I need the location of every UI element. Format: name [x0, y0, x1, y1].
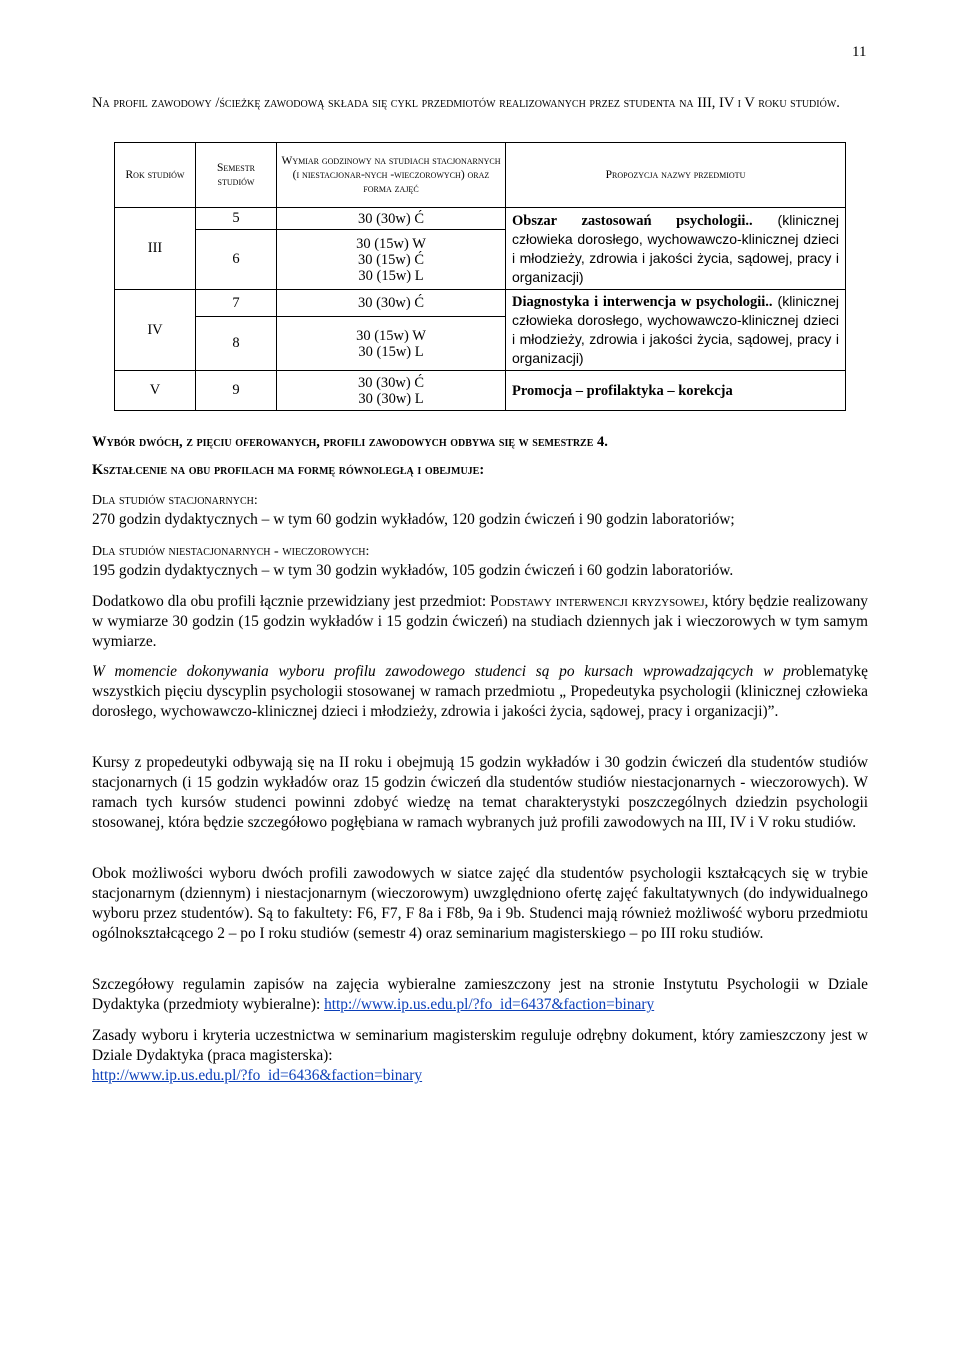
table-row: [115, 208, 846, 230]
hours-cell: [277, 230, 506, 290]
full-time-label: Dla studiów stacjonarnych:: [92, 493, 258, 508]
full-time-text: 270 godzin dydaktycznych – w tym 60 godzin wykładów, 120 godzin ćwiczeń i 90 godzin laboratoriów;: [92, 511, 735, 528]
subject-cell: [506, 290, 846, 371]
table-row: [115, 371, 846, 411]
profile-choice-line: Wybór dwóch, z pięciu oferowanych, profili zawodowych odbywa się w semestrze 4.: [92, 434, 608, 450]
subject-description: (klinicznej człowieka dorosłego, wychowawczo-klinicznej dzieci i młodzieży, zdrowia i jakości życia, sądowej, pracy i organizacji): [512, 211, 839, 285]
paragraph-profile-moment: [92, 662, 868, 722]
subject-name: Podstawy interwencji kryzysowej: [490, 593, 705, 610]
semester-cell: 5: [196, 208, 277, 230]
paragraph-courses: Kursy z propedeutyki odbywają się na II roku i obejmują 15 godzin wykładów i 30 godzin ćwiczeń dla studentów studiów stacjonarnych (i 15 godzin wykładów oraz 15 godzin ćwiczeń dla studentów studiów niestacjonarnych - wieczorowych). W ramach tych kursów studenci powinni zdobyć wiedzę na temat charakterystyki poszczególnych dziedzin psychologii stosowanej, która będzie szczegółowo pogłębiana w ramach wybranych już profili zawodowych na III, IV i V roku studiów.: [92, 754, 868, 831]
hours-line: 30 (30w) Ć: [357, 210, 425, 227]
year-cell: V: [115, 371, 196, 411]
semester-cell: 9: [196, 371, 277, 411]
hours-cell: [277, 290, 506, 317]
table-header-row: [115, 143, 846, 208]
regulations-link[interactable]: http://www.ip.us.edu.pl/?fo_id=6437&faction=binary: [324, 996, 655, 1013]
hours-cell: [277, 317, 506, 371]
semester-cell: 8: [196, 317, 277, 371]
text-run-italic: W momencie dokonywania wyboru profilu zawodowego studenci są po kursach wprowadzających w pro: [92, 663, 804, 680]
section-heading: Na profil zawodowy /ścieżkę zawodową składa się cykl przedmiotów realizowanych przez studenta na III, IV i V roku studiów.: [92, 95, 840, 111]
subject-description: (klinicznej człowieka dorosłego, wychowawczo-klinicznej dzieci i młodzieży, zdrowia i jakości życia, sądowej, pracy i organizacji): [512, 293, 839, 366]
header-subject: Propozycja nazwy przedmiotu: [506, 143, 846, 208]
part-time-label: Dla studiów niestacjonarnych - wieczorowych:: [92, 544, 370, 559]
hours-line: 30 (30w) Ć: [357, 295, 425, 311]
paragraph-electives: Obok możliwości wyboru dwóch profili zawodowych w siatce zajęć dla studentów psychologii kształcących się w trybie stacjonarnym (dziennym) i niestacjonarnym (wieczorowym) uwzględniono ofertę zajęć fakultatywnych (do indywidualnego wyboru przez studentów). Są to fakultety: F6, F7, F 8a i F8b, 9a i 9b. Studenci mają również możliwość wyboru przedmiotu ogólnokształcącego 2 – po I roku studiów (semestr 4) oraz seminarium magisterskiego – po III roku studiów.: [92, 865, 868, 942]
text-run: blematykę wszystkich pięciu dyscyplin psychologii stosowanej w ramach przedmiotu „ Propedeutyka psychologii (klinicznej człowieka dorosłego, wychowawczo-klinicznej dzieci i młodzieży, zdrowia i jakości życia, sądowej, pracy i organizacji)”.: [92, 663, 868, 720]
subject-cell: [506, 208, 846, 290]
subject-title: Diagnostyka i interwencja w psychologii..: [512, 294, 773, 310]
seminar-link[interactable]: http://www.ip.us.edu.pl/?fo_id=6436&faction=binary: [92, 1067, 423, 1084]
header-year: Rok studiów: [115, 143, 196, 208]
text-run: Szczegółowy regulamin zapisów na zajęcia wybieralne zamieszczony jest na stronie Instytutu Psychologii w Dziale Dydaktyka (przedmioty wybieralne):: [92, 976, 868, 1013]
text-run: Zasady wyboru i kryteria uczestnictwa w seminarium magisterskim reguluje odrębny dokument, który zamieszczony jest w Dziale Dydaktyka (praca magisterska):: [92, 1027, 868, 1064]
paragraph-regulations: [92, 975, 868, 1015]
text-run: , który będzie realizowany w wymiarze 30 godzin (15 godzin wykładów i 15 godzin ćwiczeń) na studiach dziennych jak i wieczorowych w tym samym wymiarze.: [92, 593, 868, 650]
hours-cell: [277, 371, 506, 411]
subject-cell: Promocja – profilaktyka – korekcja: [506, 371, 846, 411]
page-number: 11: [852, 44, 867, 60]
table-row: [115, 290, 846, 317]
text-run: Dodatkowo dla obu profili łącznie przewidziany jest przedmiot:: [92, 593, 491, 610]
subject-title: Obszar zastosowań psychologii..: [512, 212, 753, 229]
part-time-text: 195 godzin dydaktycznych – w tym 30 godzin wykładów, 105 godzin ćwiczeń i 60 godzin laboratoriów.: [92, 562, 734, 579]
hours-line: 30 (15w) W: [356, 235, 426, 252]
hours-line: 30 (15w) Ć: [357, 251, 425, 268]
hours-cell: [277, 208, 506, 230]
header-semester: Semestr studiów: [196, 143, 277, 208]
hours-line: 30 (30w) Ć: [357, 374, 425, 391]
header-hours: Wymiar godzinowy na studiach stacjonarnych (i niestacjonar-nych -wieczorowych) oraz forma zajęć: [277, 143, 506, 208]
year-cell: III: [115, 208, 196, 290]
year-cell: IV: [115, 290, 196, 371]
semester-cell: 6: [196, 230, 277, 290]
hours-line: 30 (15w) L: [358, 343, 424, 360]
parallel-line: Kształcenie na obu profilach ma formę równoległą i obejmuje:: [92, 462, 485, 478]
curriculum-table: [114, 142, 846, 411]
hours-line: 30 (15w) W: [356, 327, 426, 344]
hours-line: 30 (15w) L: [358, 267, 424, 284]
semester-cell: 7: [196, 290, 277, 317]
paragraph-seminar: [92, 1026, 868, 1086]
paragraph-additional-subject: [92, 592, 868, 652]
hours-line: 30 (30w) L: [358, 390, 424, 407]
